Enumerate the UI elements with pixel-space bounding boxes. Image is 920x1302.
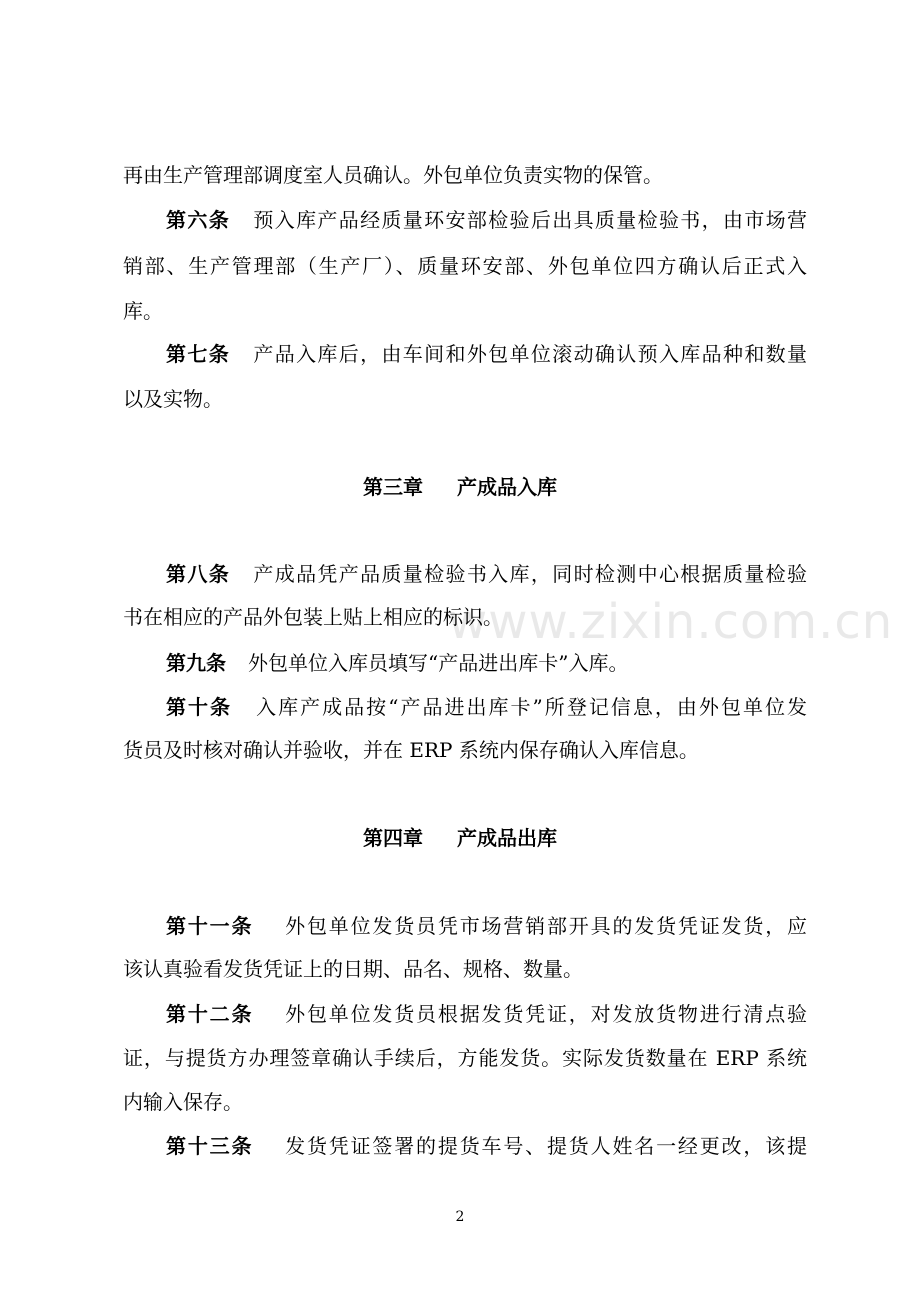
paragraph-line [123,738,699,762]
article-12-line [166,1002,807,1026]
paragraph-line [123,605,503,629]
body-text: 产成品凭产品质量检验书入库，同时检测中心根据质量检验 [252,562,808,586]
chapter-4-heading [0,826,920,850]
article-number: 第六条 [166,208,231,232]
paragraph-line [123,1090,243,1114]
article-number: 第十一条 [166,914,254,938]
body-text: 内输入保存。 [123,1090,243,1114]
article-number: 第七条 [166,342,231,366]
article-number: 第十三条 [166,1134,254,1158]
paragraph-line [123,1046,807,1070]
chapter-number: 第四章 [363,826,423,850]
article-10-line [166,695,807,719]
body-text: 产品入库后，由车间和外包单位滚动确认预入库品种和数量 [252,342,808,366]
body-text: 发货凭证签署的提货车号、提货人姓名一经更改，该提 [283,1134,808,1158]
page-number: 2 [455,1209,465,1225]
paragraph-line [123,387,223,411]
watermark: www.zixin.com.cn [448,594,894,650]
paragraph-line [123,299,163,323]
body-text: 外包单位入库员填写“产品进出库卡”入库。 [248,651,629,675]
body-text: 再由生产管理部调度室人员确认。外包单位负责实物的保管。 [123,163,663,187]
paragraph-line [123,957,583,981]
article-number: 第十条 [166,695,233,719]
article-11-line [166,914,807,938]
article-13-line [166,1134,807,1158]
chapter-title: 产成品入库 [457,475,557,499]
article-8-line [166,562,807,586]
body-text: 销部、生产管理部（生产厂）、质量环安部、外包单位四方确认后正式入 [123,254,807,278]
body-text: 库。 [123,299,163,323]
body-text: 外包单位发货员根据发货凭证，对发放货物进行清点验 [283,1002,808,1026]
chapter-number: 第三章 [363,475,423,499]
article-number: 第八条 [166,562,231,586]
body-text: 书在相应的产品外包装上贴上相应的标识。 [123,605,503,629]
body-text: 以及实物。 [123,387,223,411]
article-9-line [166,651,628,675]
article-7-line [166,342,807,366]
body-text: 外包单位发货员凭市场营销部开具的发货凭证发货，应 [283,914,808,938]
article-number: 第九条 [166,651,226,675]
chapter-3-heading [0,475,920,499]
body-text: 证，与提货方办理签章确认手续后，方能发货。实际发货数量在 ERP 系统 [123,1046,807,1070]
body-text: 预入库产品经质量环安部检验后出具质量检验书，由市场营 [252,208,808,232]
chapter-title: 产成品出库 [457,826,557,850]
paragraph-line [123,254,807,278]
body-text: 入库产成品按“产品进出库卡”所登记信息，由外包单位发 [254,695,808,719]
body-text: 该认真验看发货凭证上的日期、品名、规格、数量。 [123,957,583,981]
paragraph-line [123,163,663,187]
body-text: 货员及时核对确认并验收，并在 ERP 系统内保存确认入库信息。 [123,738,699,762]
article-6-line [166,208,807,232]
article-number: 第十二条 [166,1002,254,1026]
